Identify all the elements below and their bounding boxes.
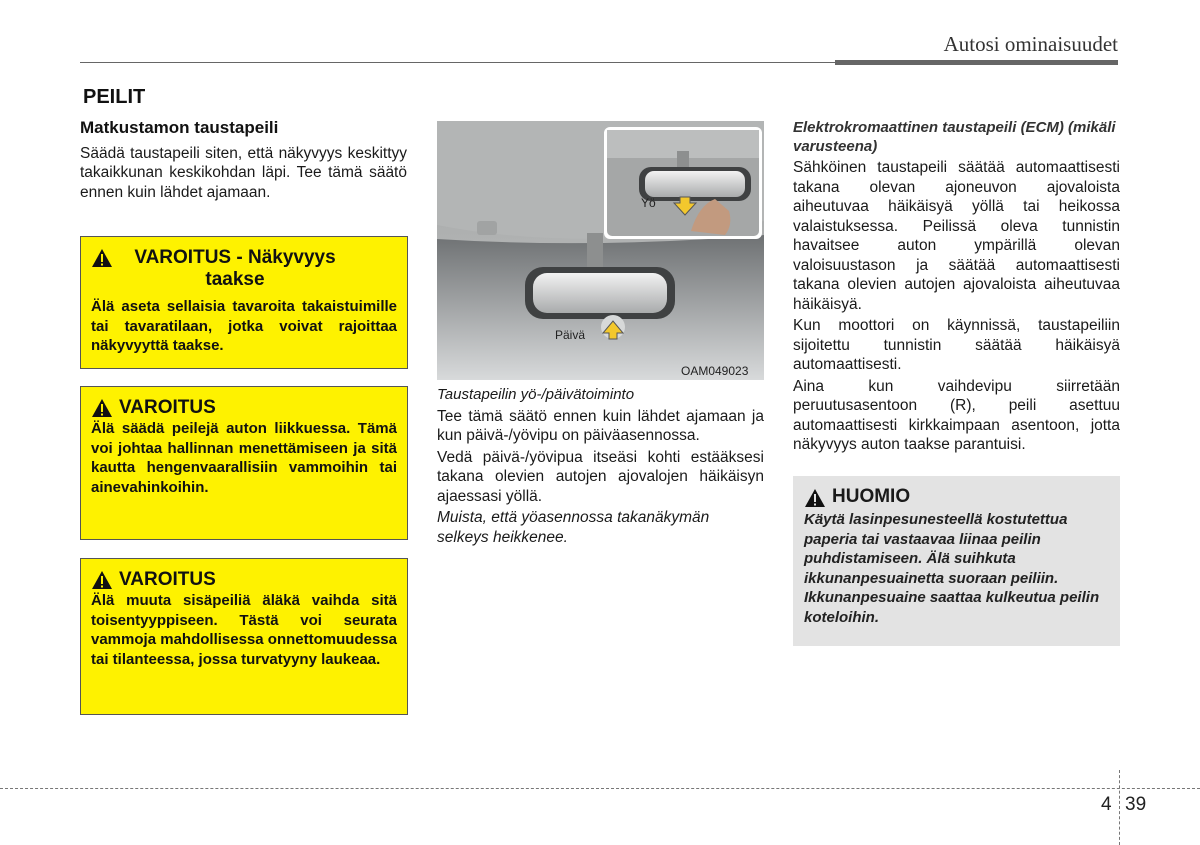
warning-triangle-icon bbox=[804, 488, 826, 508]
figure-caption: Taustapeilin yö-/päivätoiminto bbox=[437, 386, 635, 403]
warning-body: Älä aseta sellaisia tavaroita takaistuimille tai tavaratilaan, jotka voivat rajoittaa näkyvyyttä taakse. bbox=[91, 298, 397, 354]
figure-code: OAM049023 bbox=[681, 364, 749, 378]
footer-rule bbox=[0, 788, 1200, 789]
label-night: Yö bbox=[641, 196, 656, 210]
label-day: Päivä bbox=[555, 328, 586, 342]
paragraph-mirror-adjust: Säädä taustapeili siten, että näkyvyys keskittyy takaikkunan keskikohdan läpi. Tee tämä säätö ennen kuin lähdet ajamaan. bbox=[80, 144, 407, 201]
warning-title: VAROITUS bbox=[119, 569, 216, 590]
footer-divider bbox=[1119, 770, 1120, 845]
page-chapter: 4 bbox=[1101, 794, 1112, 815]
warning-body: Älä muuta sisäpeiliä äläkä vaihda sitä toisentyyppiseen. Tästä voi seurata vammoja mahdollisessa onnettomuudessa tai tilanteessa, jossa turvatyyny laukeaa. bbox=[91, 592, 397, 668]
mirror-glass bbox=[533, 273, 667, 313]
header-title: Autosi ominaisuudet bbox=[943, 32, 1118, 56]
warning-box-modification bbox=[80, 558, 408, 715]
section-title: PEILIT bbox=[83, 86, 146, 108]
paragraph-ecm-3: Aina kun vaihdevipu siirretään peruutusasentoon (R), peili asettuu automaattisesti kirkkaimpaan asentoon, jotta näkyvyys auton taakse parantuisi. bbox=[793, 377, 1120, 453]
warning-title: VAROITUS bbox=[119, 397, 216, 418]
note-title: HUOMIO bbox=[832, 486, 911, 507]
warning-triangle-icon bbox=[91, 398, 113, 418]
paragraph-ecm-1: Sähköinen taustapeili säätää automaattisesti takana olevan ajoneuvon ajovaloista aiheutuvaa häikäisyä yöllä tai heikossa valaistuksessa. Peilissä oleva tunnistin havaitsee auton ympärillä olevan valoisuustason ja säätää automaattisesti takana olevien autojen ajovaloista aiheutuvaa häikäisyä. bbox=[793, 159, 1120, 313]
warning-box-driving bbox=[80, 386, 408, 540]
header-rule-thick bbox=[835, 60, 1118, 65]
paragraph-ecm-2: Kun moottori on käynnissä, taustapeiliin sijoitettu tunnistin säätää häikäisyä automaattisesti. bbox=[793, 317, 1120, 373]
rearview-mirror-figure bbox=[437, 121, 764, 380]
note-body: Käytä lasinpesunesteellä kostutettua paperia tai vastaavaa liinaa peilin puhdistamiseen. Älä suihkuta ikkunanpesuainetta suoraan peiliin. Ikkunanpesuaine saattaa kulkeutua peilin koteloihin. bbox=[804, 511, 1100, 626]
paragraph-day-night-2: Vedä päivä-/yövipua itseäsi kohti estääksesi takana olevien autojen ajovalojen häikäisyn ajaessasi yöllä. bbox=[437, 448, 764, 505]
warning-body: Älä säädä peilejä auton liikkuessa. Tämä voi johtaa hallinnan menettämiseen ja sitä kautta hengenvaarallisiin vammoihin tai ainevahinkoihin. bbox=[91, 420, 397, 496]
subheading-ecm: Elektrokromaattinen taustapeili (ECM) (mikäli varusteena) bbox=[793, 119, 1116, 155]
column-middle bbox=[437, 385, 764, 549]
warning-title: VAROITUS - Näkyvyys taakse bbox=[134, 247, 336, 290]
subheading-interior-mirror: Matkustamon taustapeili bbox=[80, 118, 279, 137]
warning-triangle-icon bbox=[91, 248, 113, 268]
paragraph-day-night-1: Tee tämä säätö ennen kuin lähdet ajamaan ja kun päivä-/yövipu on päiväasennossa. bbox=[437, 407, 764, 444]
page-number: 39 bbox=[1125, 794, 1147, 815]
column-right bbox=[793, 118, 1120, 457]
caution-note-box bbox=[793, 476, 1120, 646]
warning-triangle-icon bbox=[91, 570, 113, 590]
paragraph-day-night-3: Muista, että yöasennossa takanäkymän selkeys heikkenee. bbox=[437, 509, 710, 546]
column-left bbox=[80, 118, 407, 204]
warning-box-visibility bbox=[80, 236, 408, 369]
